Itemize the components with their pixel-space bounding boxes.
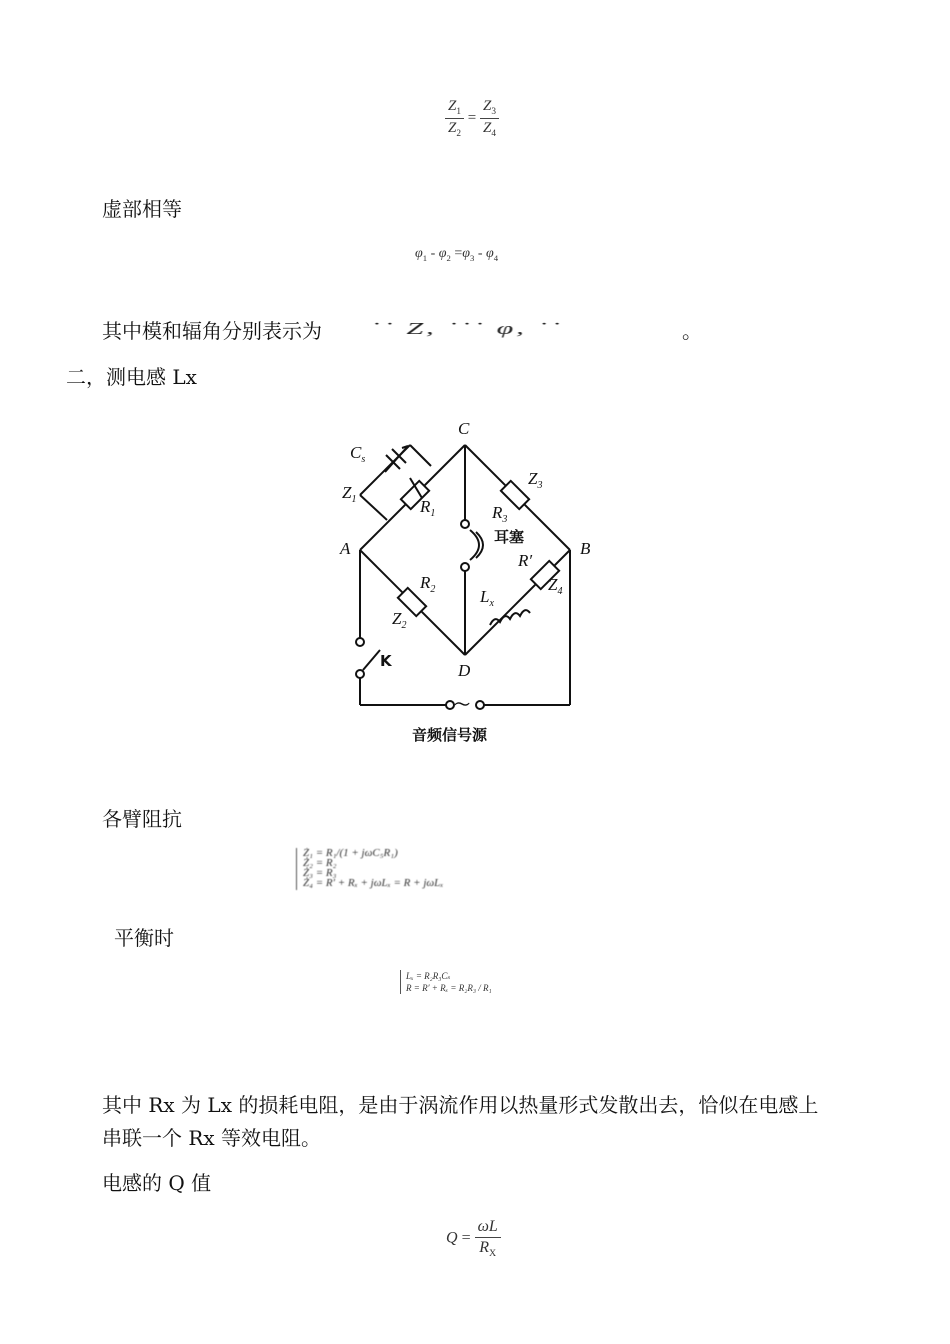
earphone-terminal-bottom xyxy=(461,563,469,571)
node-d-label: D xyxy=(458,661,471,680)
heading-balance: 平衡时 xyxy=(114,926,174,950)
r-prime-label: R′ xyxy=(518,551,533,570)
bridge-circuit-diagram xyxy=(330,410,620,750)
r2-label: $R_2$ xyxy=(420,573,436,595)
switch-label: K xyxy=(380,652,392,670)
modulus-symbols: ˙˙ Z, ˙˙˙ φ, ˙˙ xyxy=(370,319,564,338)
heading-arm-impedance: 各臂阻抗 xyxy=(102,807,182,831)
z4-label: $Z_4$ xyxy=(548,575,563,597)
cs-label: $C_s$ xyxy=(350,443,366,465)
node-c-label: C xyxy=(458,419,470,438)
source-terminal-right xyxy=(476,701,484,709)
heading-imaginary-equal: 虚部相等 xyxy=(102,197,182,221)
node-b-label: B xyxy=(580,539,591,558)
formula-q: Q = $\frac{\omega L}{R_X}$ xyxy=(446,1218,501,1259)
formula-balance: Lₓ = R₂R₃Cₛ R = R′ + Rₓ = R₂R₃ / R₁ xyxy=(400,970,492,994)
paragraph-rx-line2: 串联一个 Rx 等效电阻。 xyxy=(102,1126,322,1150)
section-title: 二，测电感 Lx xyxy=(66,365,197,389)
r3-label: $R_3$ xyxy=(492,503,508,525)
modulus-text: 其中模和辐角分别表示为 xyxy=(102,319,322,343)
z1-label: $Z_1$ xyxy=(342,483,357,505)
source-tilde: ～ xyxy=(454,695,471,714)
paragraph-rx-line1: 其中 Rx 为 Lx 的损耗电阻，是由于涡流作用以热量形式发散出去，恰似在电感上 xyxy=(102,1093,819,1117)
node-a-label: A xyxy=(340,539,351,558)
formula-arm-impedances: Ż₁ = R₁/(1 + jωC₅R₁) Ż₂ = R₂ Ż₃ = R₃ Ż₄ = R′ + Rₓ + jωLₓ = R + jωLₓ xyxy=(296,848,443,890)
z2-label: $Z_2$ xyxy=(392,609,407,631)
switch-terminal-bottom xyxy=(356,670,364,678)
earphone-terminal-top xyxy=(461,520,469,528)
source-terminal-left xyxy=(446,701,454,709)
switch-lever xyxy=(363,650,380,670)
lx-label: $L_x$ xyxy=(480,587,494,609)
switch-terminal-top xyxy=(356,638,364,646)
earphone-label: 耳塞 xyxy=(494,528,525,546)
modulus-line xyxy=(102,318,322,344)
formula-ratio: $\frac{Z_1}{Z_2}$ = $\frac{Z_3}{Z_4}$ xyxy=(445,98,499,139)
formula-phase: $\varphi_1 - \varphi_2 =\varphi_3 - \varphi_4$ xyxy=(415,246,499,263)
heading-q-value: 电感的 Q 值 xyxy=(102,1171,212,1195)
modulus-end: 。 xyxy=(682,319,702,343)
r1-label: $R_1$ xyxy=(420,497,436,519)
source-label: 音频信号源 xyxy=(412,726,488,744)
z3-label: $Z_3$ xyxy=(528,469,543,491)
earphone-icon xyxy=(470,530,483,560)
